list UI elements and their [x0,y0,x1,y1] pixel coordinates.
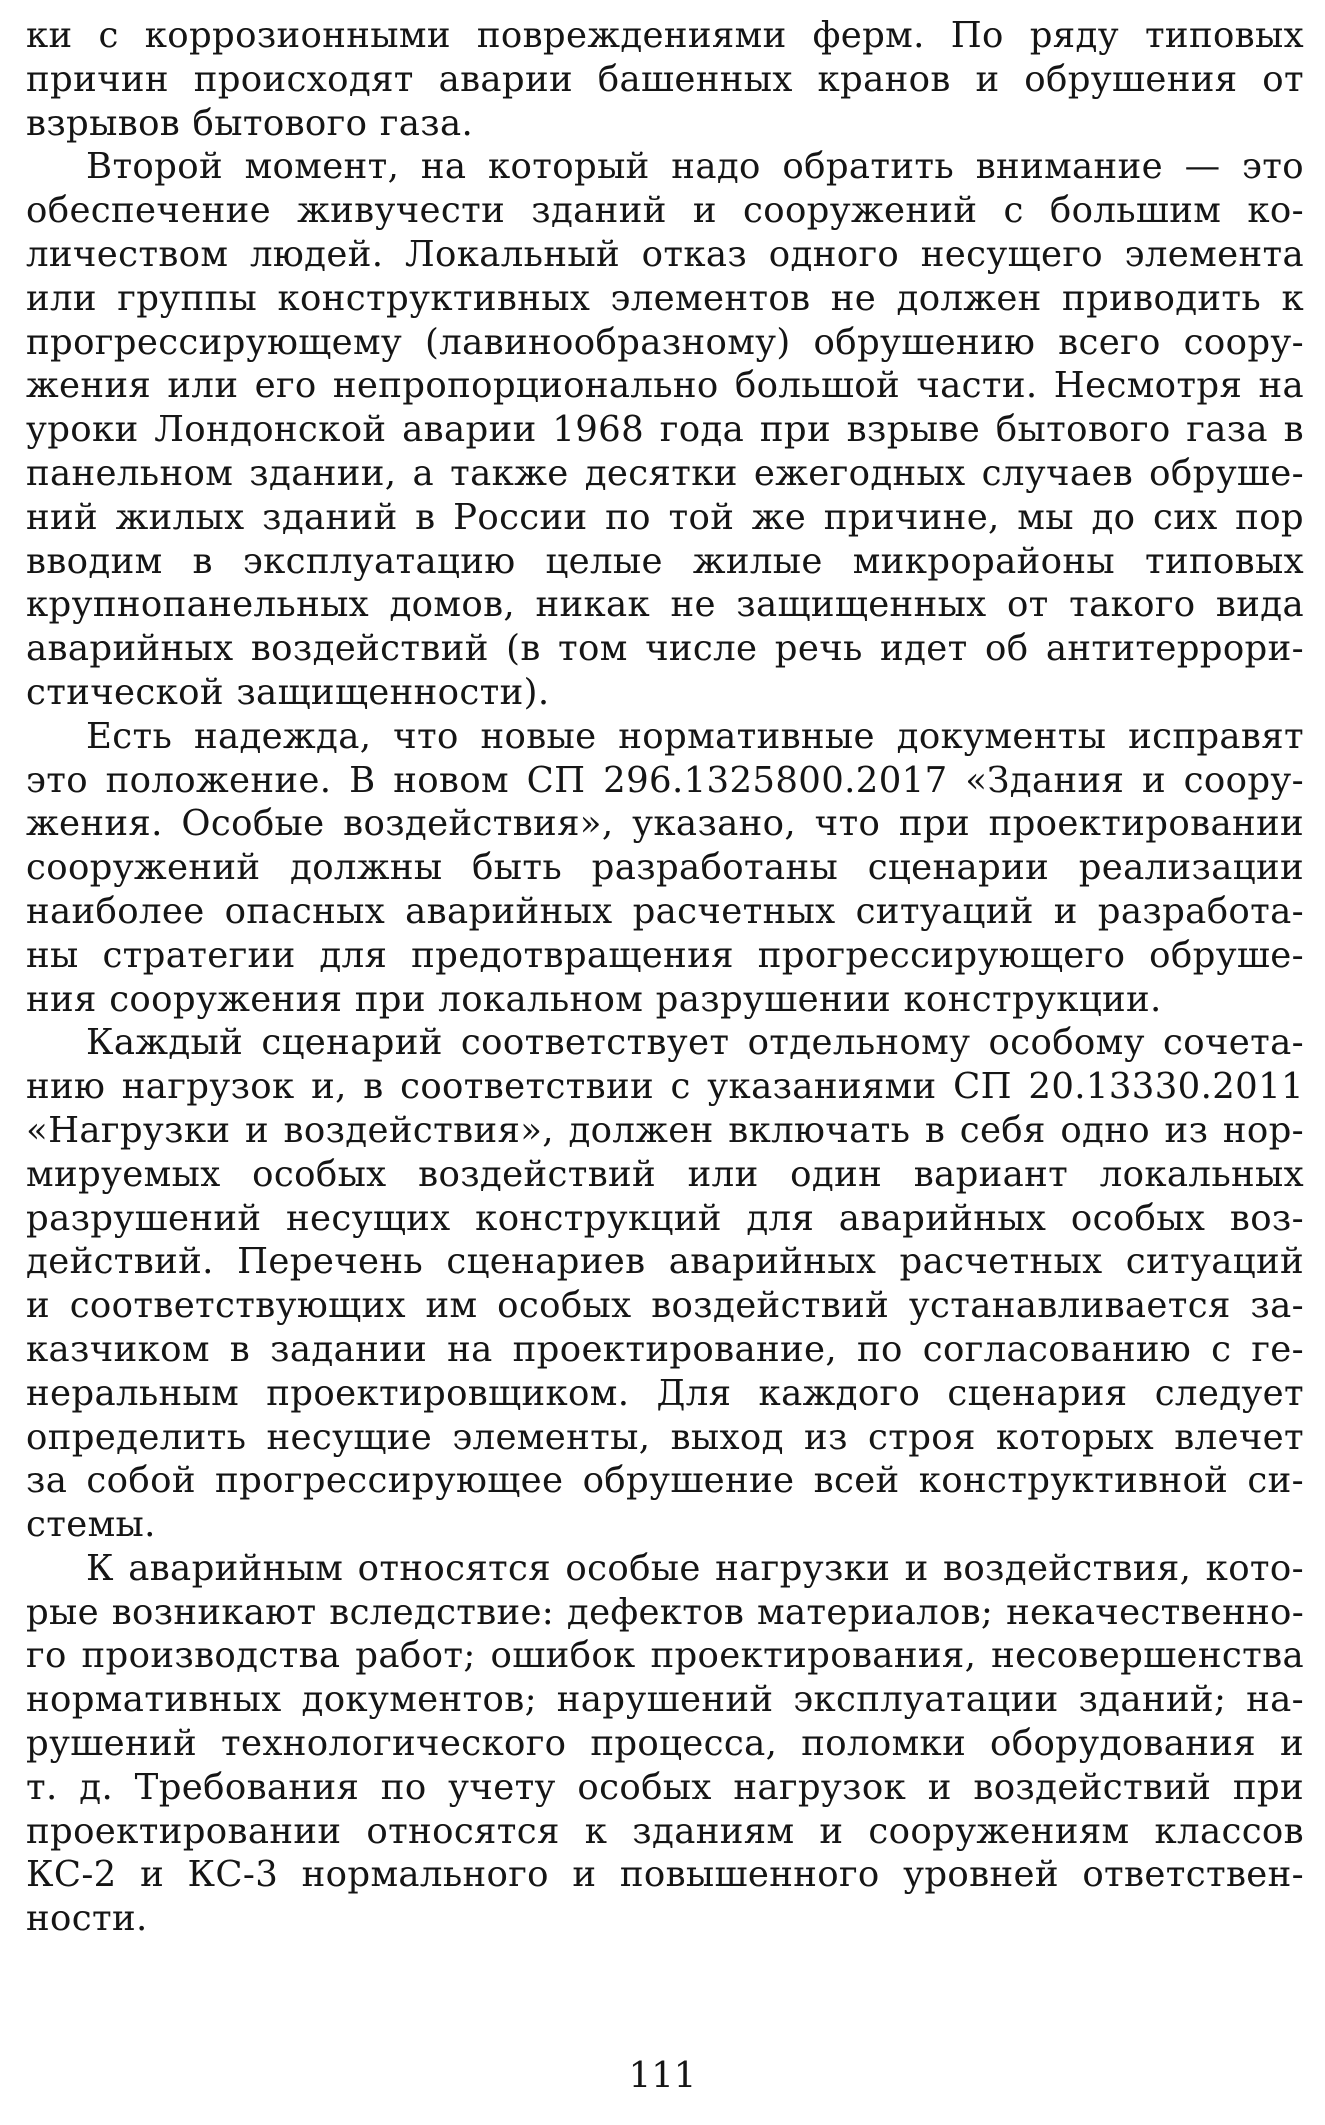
text-line: взрывов бытового газа. [26,102,474,144]
text-line: жения или его непропорционально большой части. Несмотря на [26,365,1304,407]
text-line: ны стратегии для предотвращения прогрессирующего обруше- [26,934,1304,976]
text-line: аварийных воздействий (в том числе речь идет об антитеррори- [26,628,1304,670]
text-line: нормативных документов; нарушений эксплуатации зданий; на- [26,1679,1304,1721]
text-line: вводим в эксплуатацию целые жилые микрорайоны типовых [26,540,1304,582]
text-line: КС-2 и КС-3 нормального и повышенного уровней ответствен- [26,1854,1304,1896]
text-line: нию нагрузок и, в соответствии с указаниями СП 20.13330.2011 [26,1066,1304,1108]
text-line: т. д. Требования по учету особых нагрузок и воздействий при [26,1766,1304,1808]
paragraph-3 [26,715,1304,1022]
text-line: причин происходят аварии башенных кранов и обрушения от [26,58,1304,100]
text-line: действий. Перечень сценариев аварийных расчетных ситуаций [26,1241,1304,1283]
text-line: или группы конструктивных элементов не должен приводить к [26,277,1304,319]
text-line: стемы. [26,1504,156,1546]
text-line: жения. Особые воздействия», указано, что при проектировании [26,803,1304,845]
page-body [26,14,1304,1941]
text-line: мируемых особых воздействий или один вариант локальных [26,1153,1304,1195]
text-line: и соответствующих им особых воздействий устанавливается за- [26,1285,1304,1327]
text-line: панельном здании, а также десятки ежегодных случаев обруше- [26,452,1304,494]
text-line: казчиком в задании на проектирование, по согласованию с ге- [26,1328,1304,1370]
text-line: прогрессирующему (лавинообразному) обрушению всего соору- [26,321,1304,363]
paragraph-4 [26,1021,1304,1547]
text-line: рые возникают вследствие: дефектов материалов; некачественно- [26,1591,1304,1633]
text-line: ности. [26,1898,148,1940]
text-line: неральным проектировщиком. Для каждого сценария следует [26,1372,1304,1414]
text-line: за собой прогрессирующее обрушение всей конструктивной си- [26,1460,1304,1502]
text-line: К аварийным относятся особые нагрузки и воздействия, кото- [86,1547,1304,1589]
text-line: личеством людей. Локальный отказ одного несущего элемента [26,233,1304,275]
paragraph-2 [26,145,1304,714]
text-line: разрушений несущих конструкций для аварийных особых воз- [26,1197,1304,1239]
text-line: это положение. В новом СП 296.1325800.2017 «Здания и соору- [26,759,1304,801]
paragraph-1 [26,14,1304,145]
text-line: Второй момент, на который надо обратить внимание — это [86,146,1304,188]
text-line: Каждый сценарий соответствует отдельному особому сочета- [86,1022,1304,1064]
text-line: сооружений должны быть разработаны сценарии реализации [26,847,1304,889]
text-line: ки с коррозионными повреждениями ферм. По ряду типовых [26,15,1304,56]
text-line: наиболее опасных аварийных расчетных ситуаций и разработа- [26,890,1304,932]
text-line: крупнопанельных домов, никак не защищенных от такого вида [26,584,1304,626]
text-line: стической защищенности). [26,671,550,713]
paragraph-5 [26,1547,1304,1941]
text-line: «Нагрузки и воздействия», должен включать в себя одно из нор- [26,1109,1304,1151]
text-line: го производства работ; ошибок проектирования, несовершенства [26,1635,1304,1677]
text-line: уроки Лондонской аварии 1968 года при взрыве бытового газа в [26,409,1304,451]
text-line: определить несущие элементы, выход из строя которых влечет [26,1416,1304,1458]
text-line: проектировании относятся к зданиям и сооружениям классов [26,1810,1304,1852]
text-line: Есть надежда, что новые нормативные документы исправят [86,715,1304,757]
page-number: 111 [628,2055,697,2096]
text-line: рушений технологического процесса, поломки оборудования и [26,1723,1304,1765]
text-line: ний жилых зданий в России по той же причине, мы до сих пор [26,496,1304,538]
text-line: ния сооружения при локальном разрушении конструкции. [26,978,1162,1020]
text-line: обеспечение живучести зданий и сооружений с большим ко- [26,190,1304,232]
